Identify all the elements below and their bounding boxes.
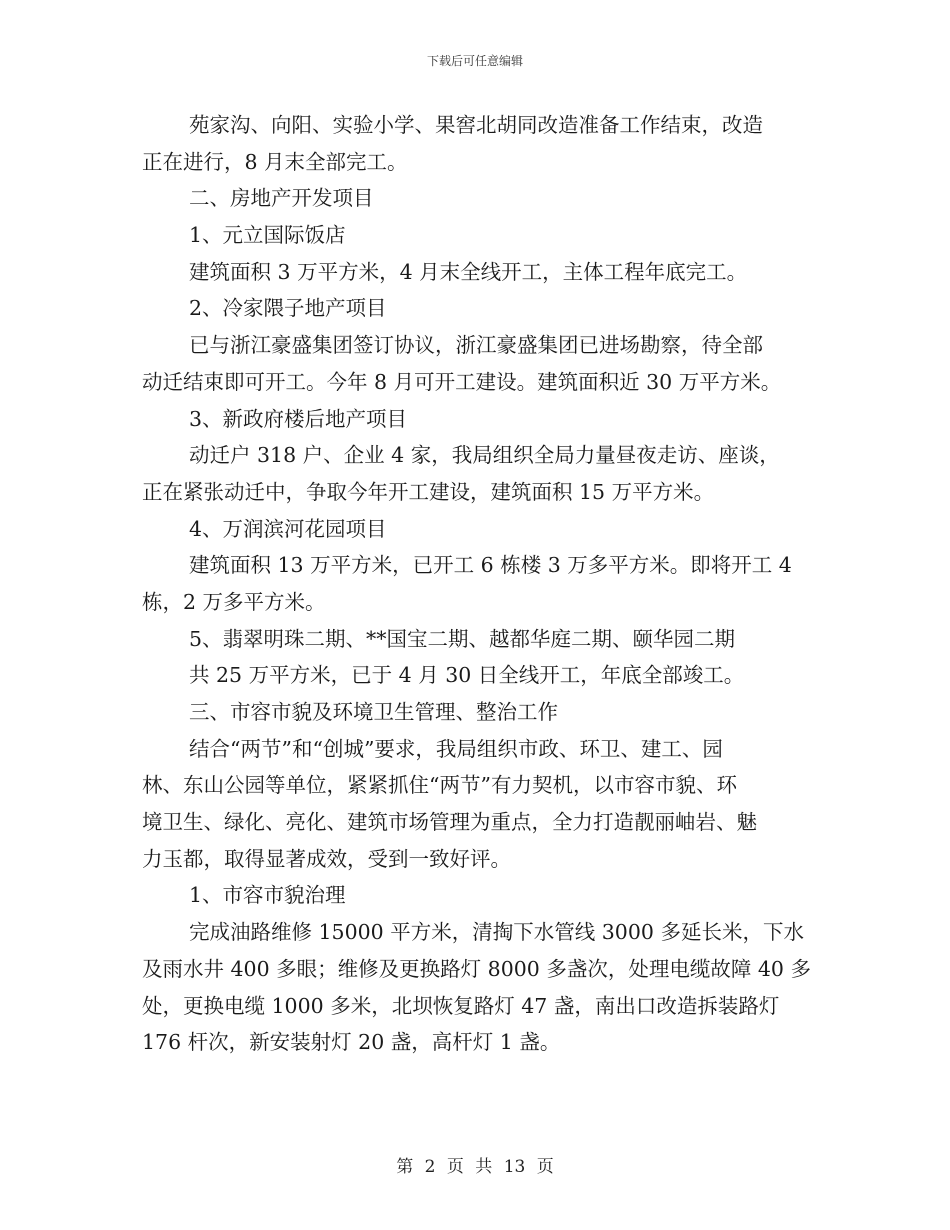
section-heading: 三、市容市貌及环境卫生管理、整治工作 xyxy=(189,700,558,724)
text-line: 结合“两节”和“创城”要求，我局组织市政、环卫、建工、园 xyxy=(189,736,723,761)
page-header: 下载后可任意编辑 xyxy=(426,54,523,68)
item-heading: 5、翡翠明珠二期、**国宝二期、越都华庭二期、颐华园二期 xyxy=(189,626,736,651)
text-line: 正在紧张动迁中，争取今年开工建设，建筑面积 15 万平方米。 xyxy=(142,479,715,504)
item-heading: 1、元立国际饭店 xyxy=(189,223,346,248)
text-line: 动迁户 318 户、企业 4 家，我局组织全局力量昼夜走访、座谈， xyxy=(189,443,780,468)
text-line: 建筑面积 13 万平方米，已开工 6 栋楼 3 万多平方米。即将开工 4 xyxy=(189,553,792,578)
text-line: 共 25 万平方米，已于 4 月 30 日全线开工，年底全部竣工。 xyxy=(189,663,745,688)
item-heading: 2、冷家隈子地产项目 xyxy=(189,296,387,321)
text-line: 境卫生、绿化、亮化、建筑市场管理为重点，全力打造靓丽岫岩、魅 xyxy=(142,810,757,835)
section-heading: 二、房地产开发项目 xyxy=(189,186,374,211)
text-line: 苑家沟、向阳、实验小学、果窖北胡同改造准备工作结束，改造 xyxy=(189,113,763,137)
item-heading: 3、新政府楼后地产项目 xyxy=(189,406,408,431)
text-line: 动迁结束即可开工。今年 8 月可开工建设。建筑面积近 30 万平方米。 xyxy=(142,369,782,394)
text-line: 正在进行，8 月末全部完工。 xyxy=(142,149,408,174)
text-line: 林、东山公园等单位，紧紧抓住“两节”有力契机，以市容市貌、环 xyxy=(142,773,737,798)
page-number-footer: 第 2 页 共 13 页 xyxy=(396,1157,554,1177)
text-line: 建筑面积 3 万平方米，4 月末全线开工，主体工程年底完工。 xyxy=(189,259,748,284)
text-line: 及雨水井 400 多眼；维修及更换路灯 8000 多盏次，处理电缆故障 40 多 xyxy=(142,956,811,981)
text-line: 176 杆次，新安装射灯 20 盏，高杆灯 1 盏。 xyxy=(142,1030,561,1055)
text-line: 已与浙江豪盛集团签订协议，浙江豪盛集团已进场勘察，待全部 xyxy=(189,333,763,358)
text-line: 栋，2 万多平方米。 xyxy=(142,589,326,614)
text-line: 完成油路维修 15000 平方米，清掏下水管线 3000 多延长米，下水 xyxy=(189,920,804,945)
text-line: 处，更换电缆 1000 多米，北坝恢复路灯 47 盏，南出口改造拆装路灯 xyxy=(142,993,780,1018)
text-line: 力玉都，取得显著成效，受到一致好评。 xyxy=(142,846,511,871)
item-heading: 4、万润滨河花园项目 xyxy=(189,516,387,541)
document-body xyxy=(142,107,810,1061)
item-heading: 1、市容市貌治理 xyxy=(189,883,346,908)
